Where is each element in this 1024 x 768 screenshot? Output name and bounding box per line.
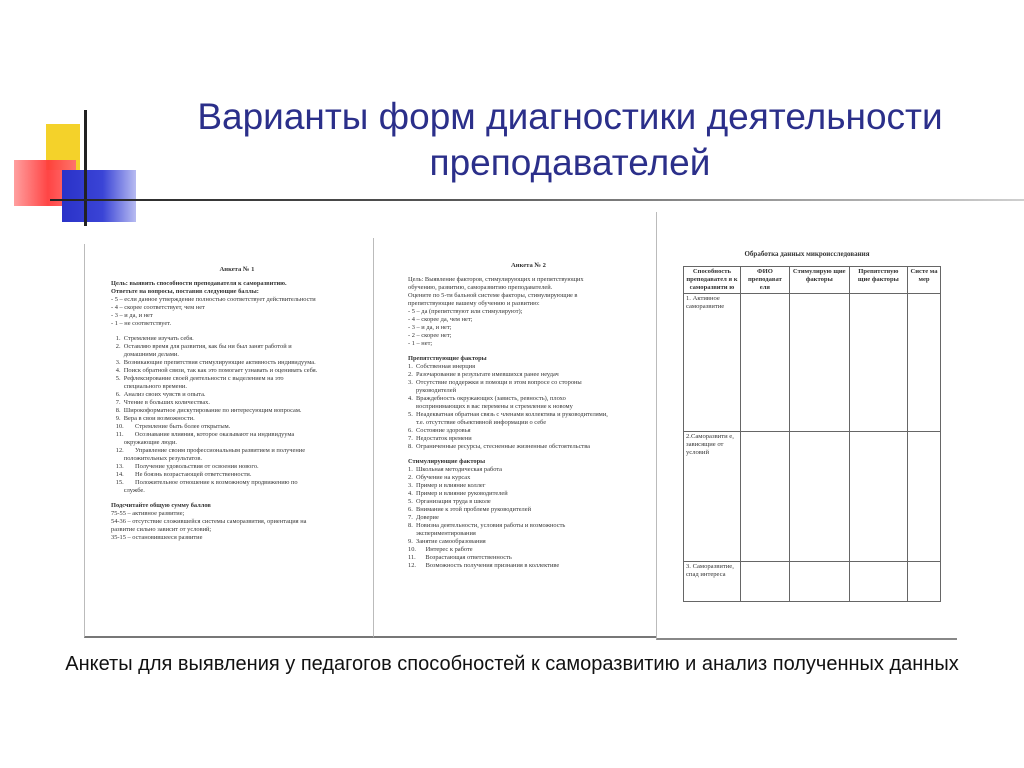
text-line: 2. Обучение на курсах bbox=[408, 474, 471, 481]
table-cell bbox=[849, 432, 907, 562]
text-line: 4. Враждебность окружающих (зависть, ревность), плохо bbox=[408, 395, 566, 402]
text-line bbox=[408, 451, 649, 458]
text-line: 75-55 – активное развитие; bbox=[111, 510, 185, 517]
text-line bbox=[408, 348, 649, 355]
table-row bbox=[684, 432, 941, 562]
text-line: 6. Анализ своих чувств и опыта. bbox=[111, 391, 206, 398]
table-header: Систе ма мер bbox=[908, 267, 941, 294]
title-divider-line bbox=[50, 199, 1024, 201]
text-line: Оцените по 5-ти бальной системе факторы, стимулирующие в bbox=[408, 292, 578, 299]
text-line: развитие сильно зависит от условий; bbox=[111, 526, 212, 533]
text-line: препятствующие вашему обучению и развитию: bbox=[408, 300, 540, 307]
text-line: 5. Рефлексирование своей деятельности с выделением на это bbox=[111, 375, 284, 382]
analysis-table-title: Обработка данных микроисследования bbox=[744, 250, 870, 258]
table-row bbox=[684, 562, 941, 602]
text-line: - 1 – не соответствует. bbox=[111, 320, 172, 327]
text-line: 12. Возможность получения признания в коллективе bbox=[408, 562, 560, 569]
table-cell bbox=[908, 432, 941, 562]
questionnaire-2-title: Анкета № 2 bbox=[511, 262, 546, 269]
questionnaire-1-body bbox=[111, 280, 363, 542]
table-cell bbox=[849, 562, 907, 602]
text-line: 2. Оставляю время для развития, как бы ни был занят работой и bbox=[111, 343, 292, 350]
text-line: 7. Недостаток времени bbox=[408, 435, 472, 442]
text-line: Цель: выявить способности преподавателя к саморазвитию. bbox=[111, 280, 287, 287]
text-line: 6. Состояние здоровья bbox=[408, 427, 471, 434]
text-line: - 5 – если данное утверждение полностью соответствует действительности bbox=[111, 296, 316, 303]
text-line: 9. Занятие самообразования bbox=[408, 538, 486, 545]
questionnaire-2-body bbox=[408, 276, 649, 570]
text-line: Цель: Выявление факторов, стимулирующих и препятствующих bbox=[408, 276, 584, 283]
text-line: 1. Собственная инерция bbox=[408, 363, 476, 370]
text-line: 35-15 – остановившееся развитие bbox=[111, 534, 203, 541]
text-line: - 3 – и да, и нет; bbox=[408, 324, 452, 331]
text-line: 1. Стремление изучать себя. bbox=[111, 335, 194, 342]
text-line: 54-36 – отсутствие сложившейся системы саморазвития, ориентация на bbox=[111, 518, 307, 525]
text-line: 3. Возникающие препятствия стимулирующие активность индивидуума. bbox=[111, 359, 316, 366]
questionnaire-2-page bbox=[373, 238, 657, 638]
table-cell bbox=[908, 562, 941, 602]
text-line: 10. Интерес к работе bbox=[408, 546, 473, 553]
text-line: 8. Ограниченные ресурсы, стесненные жизненные обстоятельства bbox=[408, 443, 590, 450]
text-line: - 4 – скорее да, чем нет; bbox=[408, 316, 473, 323]
text-line: окружающие люди. bbox=[111, 439, 178, 446]
table-header: ФИО преподават еля bbox=[740, 267, 789, 294]
table-cell bbox=[740, 562, 789, 602]
text-line: - 1 – нет; bbox=[408, 340, 433, 347]
text-line: 13. Получение удовольствия от освоения нового. bbox=[111, 463, 259, 470]
text-line: специального времени. bbox=[111, 383, 187, 390]
slide-caption: Анкеты для выявления у педагогов способностей к саморазвитию и анализ полученных данных bbox=[65, 653, 959, 675]
text-line: положительных результатов. bbox=[111, 455, 202, 462]
decor-vertical-line bbox=[84, 110, 87, 226]
text-line: 8. Новизна деятельности, условия работы и возможность bbox=[408, 522, 566, 529]
analysis-table bbox=[683, 266, 941, 602]
questionnaire-1-title: Анкета № 1 bbox=[219, 266, 255, 273]
text-line: 3. Пример и влияние коллег bbox=[408, 482, 486, 489]
text-line: 4. Пример и влияние руководителей bbox=[408, 490, 508, 497]
text-line: 3. Отсутствие поддержки и помощи в этом вопросе со стороны bbox=[408, 379, 582, 386]
text-line: обучению, развитию, саморазвитию преподавателей. bbox=[408, 284, 553, 291]
text-line: воспринимающих в вас перемены и стремление к новому bbox=[408, 403, 573, 410]
text-line: - 3 – и да, и нет bbox=[111, 312, 153, 319]
text-line: службе. bbox=[111, 487, 145, 494]
text-line: 2. Разочарование в результате имевшихся ранее неудач bbox=[408, 371, 559, 378]
text-line: 15. Положительное отношение к возможному продвижению по bbox=[111, 479, 298, 486]
table-header: Препятствую щие факторы bbox=[849, 267, 907, 294]
text-line: 12. Управление своим профессиональным развитием и получение bbox=[111, 447, 306, 454]
text-line: 5. Организация труда в школе bbox=[408, 498, 491, 505]
decor-blue-square bbox=[62, 170, 136, 222]
table-cell bbox=[849, 294, 907, 432]
text-line: - 5 – да (препятствуют или стимулируют); bbox=[408, 308, 523, 315]
text-line: Подсчитайте общую сумму баллов bbox=[111, 502, 211, 509]
table-row bbox=[684, 294, 941, 432]
table-cell bbox=[908, 294, 941, 432]
text-line: 7. Чтение в больших количествах. bbox=[111, 399, 210, 406]
text-line: 4. Поиск обратной связи, так как это помогает узнавать и оценивать себя. bbox=[111, 367, 318, 374]
text-line: 1. Школьная методическая работа bbox=[408, 466, 503, 473]
text-line: - 2 – скорее нет; bbox=[408, 332, 452, 339]
table-cell bbox=[789, 562, 849, 602]
table-cell bbox=[789, 294, 849, 432]
text-line: экспериментирования bbox=[408, 530, 476, 537]
table-cell: 3. Саморазвитие, спад интереса bbox=[684, 562, 741, 602]
text-line: руководителей bbox=[408, 387, 457, 394]
text-line bbox=[111, 495, 363, 502]
text-line: Ответьте на вопросы, поставив следующие баллы: bbox=[111, 288, 259, 295]
table-header: Способность преподавател я к саморазвити ю bbox=[684, 267, 741, 294]
text-line: - 4 – скорее соответствует, чем нет bbox=[111, 304, 205, 311]
text-line: 10. Стремление быть более открытым. bbox=[111, 423, 231, 430]
text-line: 11. Возрастающая ответственность bbox=[408, 554, 512, 561]
table-header: Стимулирую щие факторы bbox=[789, 267, 849, 294]
text-line: 6. Внимание к этой проблеме руководителей bbox=[408, 506, 531, 513]
text-line: 9. Вера в свои возможности. bbox=[111, 415, 195, 422]
text-line: 5. Неадекватная обратная связь с членами коллектива и руководителями, bbox=[408, 411, 608, 418]
text-line: 11. Осознавание влияния, которое оказывают на индивидуума bbox=[111, 431, 295, 438]
text-line: Препятствующие факторы bbox=[408, 355, 487, 362]
text-line: т.е. отсутствие объективной информации о себе bbox=[408, 419, 547, 426]
table-cell bbox=[740, 294, 789, 432]
analysis-table-page bbox=[656, 212, 957, 640]
table-cell: 2.Саморазвити е, зависящие от условий bbox=[684, 432, 741, 562]
text-line bbox=[111, 328, 363, 335]
text-line: домашними делами. bbox=[111, 351, 179, 358]
text-line: 8. Широкоформатное дискутирование по интересующим вопросам. bbox=[111, 407, 302, 414]
text-line: 14. Не боязнь возрастающей ответственности. bbox=[111, 471, 252, 478]
table-cell: 1. Активное саморазвитие bbox=[684, 294, 741, 432]
table-cell bbox=[789, 432, 849, 562]
questionnaire-1-page bbox=[84, 244, 373, 638]
text-line: Стимулирующие факторы bbox=[408, 458, 486, 465]
slide-title: Варианты форм диагностики деятельности преподавателей bbox=[197, 96, 943, 183]
table-cell bbox=[740, 432, 789, 562]
text-line: 7. Доверие bbox=[408, 514, 439, 521]
